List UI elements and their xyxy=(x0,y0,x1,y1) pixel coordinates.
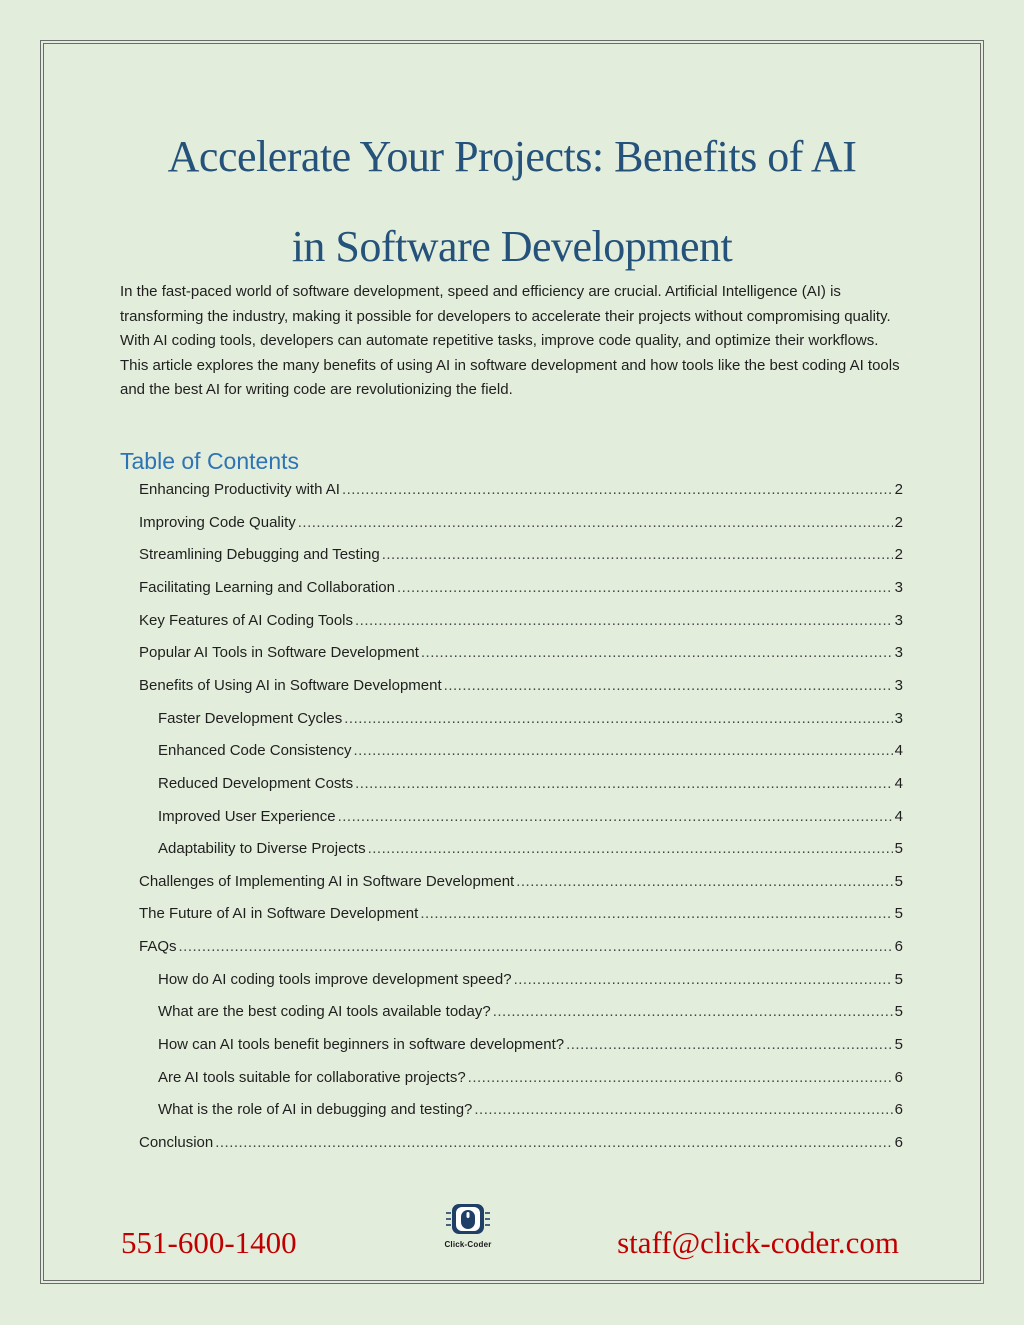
toc-entry-label: Reduced Development Costs xyxy=(158,775,354,792)
toc-entry[interactable] xyxy=(139,579,903,603)
toc-dot-leader xyxy=(566,1036,893,1053)
toc-dot-leader xyxy=(397,579,893,596)
toc-dot-leader xyxy=(468,1069,893,1086)
intro-paragraph: In the fast-paced world of software development, speed and efficiency are crucial. Artificial Intelligence (AI) is transforming the industry, making it possible for developers to accelerate their projects without compromising quality. With AI coding tools, developers can automate repetitive tasks, improve code quality, and optimize their workflows. This article explores the many benefits of using AI in software development and how tools like the best coding AI tools and the best AI for writing code are revolutionizing the field. xyxy=(120,283,900,398)
toc-dot-leader xyxy=(514,971,893,988)
toc-entry[interactable] xyxy=(139,1134,903,1158)
toc-dot-leader xyxy=(353,742,892,759)
toc-entry-label: Enhancing Productivity with AI xyxy=(139,481,340,498)
toc-dot-leader xyxy=(355,775,893,792)
toc-page-number: 5 xyxy=(894,840,903,857)
toc-entry[interactable] xyxy=(139,546,903,570)
toc-dot-leader xyxy=(421,644,893,661)
toc-page-number: 5 xyxy=(894,1003,903,1020)
toc-page-number: 3 xyxy=(894,710,903,727)
toc-entry-label: Challenges of Implementing AI in Software Development xyxy=(139,873,515,890)
toc-entry-label: Improving Code Quality xyxy=(139,514,296,531)
toc-dot-leader xyxy=(420,905,892,922)
toc-page-number: 3 xyxy=(894,677,903,694)
toc-page-number: 2 xyxy=(894,514,903,531)
toc-entry-label: Are AI tools suitable for collaborative projects? xyxy=(158,1069,466,1086)
footer-email[interactable]: staff@click-coder.com xyxy=(617,1225,899,1260)
toc-dot-leader xyxy=(355,612,893,629)
toc-page-number: 3 xyxy=(894,612,903,629)
toc-entry-label: Popular AI Tools in Software Development xyxy=(139,644,419,661)
toc-entry-label: Enhanced Code Consistency xyxy=(158,742,352,759)
toc-page-number: 3 xyxy=(894,644,903,661)
toc-entry[interactable] xyxy=(158,840,903,864)
toc-page-number: 4 xyxy=(894,808,903,825)
toc-dot-leader xyxy=(298,514,893,531)
toc-entry-label: FAQs xyxy=(139,938,177,955)
toc-entry[interactable] xyxy=(158,710,903,734)
toc-dot-leader xyxy=(344,710,892,727)
toc-entry[interactable] xyxy=(158,808,903,832)
toc-entry[interactable] xyxy=(139,905,903,929)
title-line-1: Accelerate Your Projects: Benefits of AI xyxy=(167,132,857,181)
toc-page-number: 5 xyxy=(894,905,903,922)
toc-page-number: 6 xyxy=(894,1101,903,1118)
toc-entry[interactable] xyxy=(158,1101,903,1125)
toc-entry-label: Benefits of Using AI in Software Development xyxy=(139,677,442,694)
toc-entry-label: Adaptability to Diverse Projects xyxy=(158,840,366,857)
toc-entry-label: What is the role of AI in debugging and testing? xyxy=(158,1101,473,1118)
toc-entry[interactable] xyxy=(139,644,903,668)
toc-entry-label: How do AI coding tools improve development speed? xyxy=(158,971,512,988)
toc-entry-label: The Future of AI in Software Development xyxy=(139,905,419,922)
toc-entry[interactable] xyxy=(139,873,903,897)
toc-heading: Table of Contents xyxy=(120,448,300,474)
click-coder-logo xyxy=(436,1203,500,1259)
toc-entry-label: Faster Development Cycles xyxy=(158,710,343,727)
toc-entry-label: Streamlining Debugging and Testing xyxy=(139,546,380,563)
toc-entry-label: How can AI tools benefit beginners in software development? xyxy=(158,1036,565,1053)
toc-entry[interactable] xyxy=(139,938,903,962)
toc-entry[interactable] xyxy=(158,1036,903,1060)
toc-page-number: 3 xyxy=(894,579,903,596)
toc-entry-label: Improved User Experience xyxy=(158,808,336,825)
toc-entry-label: Facilitating Learning and Collaboration xyxy=(139,579,395,596)
toc-page-number: 4 xyxy=(894,742,903,759)
logo-text: Click-Coder xyxy=(444,1240,492,1249)
toc-entry[interactable] xyxy=(158,1003,903,1027)
toc-entry[interactable] xyxy=(158,1069,903,1093)
toc-entry[interactable] xyxy=(139,481,903,505)
toc-entry[interactable] xyxy=(139,514,903,538)
toc-entry-label: What are the best coding AI tools available today? xyxy=(158,1003,491,1020)
toc-page-number: 4 xyxy=(894,775,903,792)
toc-dot-leader xyxy=(474,1101,892,1118)
toc-page-number: 2 xyxy=(894,546,903,563)
toc-entry[interactable] xyxy=(139,612,903,636)
toc-dot-leader xyxy=(516,873,892,890)
toc-page-number: 6 xyxy=(894,938,903,955)
toc-dot-leader xyxy=(338,808,893,825)
toc-entry[interactable] xyxy=(158,775,903,799)
mouse-icon xyxy=(446,1203,490,1239)
toc-entry-label: Key Features of AI Coding Tools xyxy=(139,612,354,629)
toc-page-number: 2 xyxy=(894,481,903,498)
toc-page-number: 5 xyxy=(894,873,903,890)
toc-page-number: 6 xyxy=(894,1069,903,1086)
toc-dot-leader xyxy=(215,1134,892,1151)
toc-entry[interactable] xyxy=(158,742,903,766)
toc-dot-leader xyxy=(382,546,893,563)
toc-dot-leader xyxy=(444,677,893,694)
document-title xyxy=(100,112,924,292)
toc-entry[interactable] xyxy=(139,677,903,701)
toc-dot-leader xyxy=(368,840,893,857)
toc-entry[interactable] xyxy=(158,971,903,995)
toc-dot-leader xyxy=(179,938,893,955)
toc-entry-label: Conclusion xyxy=(139,1134,214,1151)
toc-page-number: 6 xyxy=(894,1134,903,1151)
footer-phone[interactable]: 551-600-1400 xyxy=(121,1225,297,1260)
toc-page-number: 5 xyxy=(894,971,903,988)
toc-dot-leader xyxy=(493,1003,893,1020)
toc-page-number: 5 xyxy=(894,1036,903,1053)
toc-dot-leader xyxy=(342,481,893,498)
title-line-2: in Software Development xyxy=(291,222,733,271)
